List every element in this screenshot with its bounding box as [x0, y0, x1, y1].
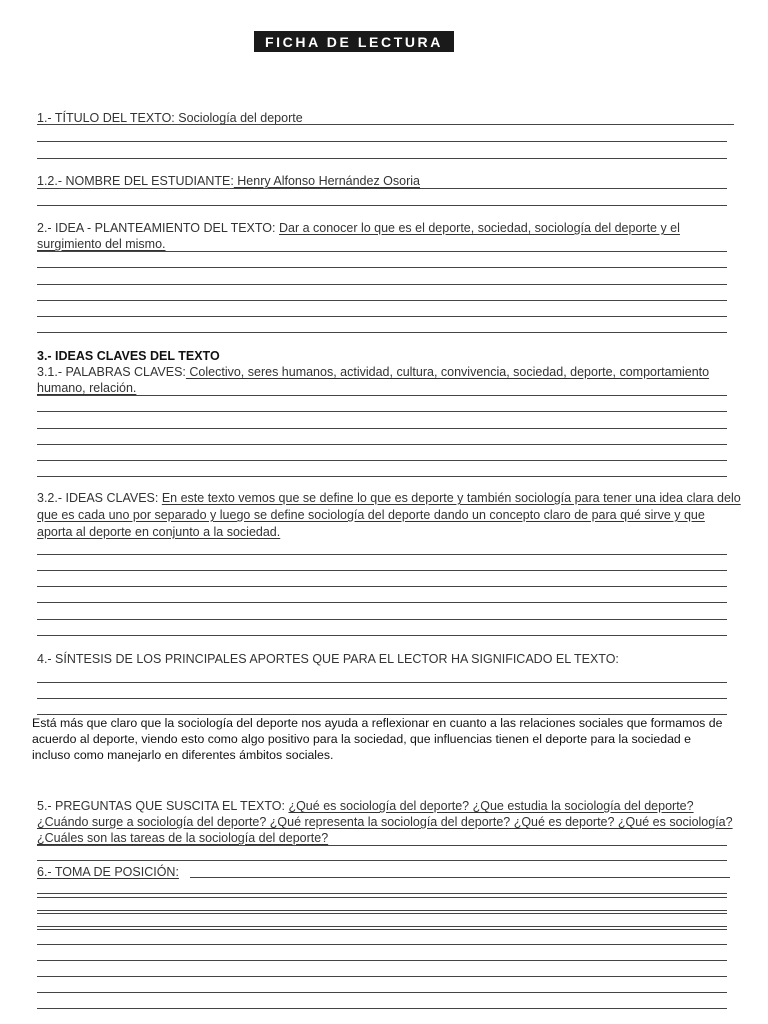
answer-line	[37, 158, 727, 159]
answer-line	[37, 944, 727, 945]
field-sintesis-body: Está más que claro que la sociología del deporte nos ayuda a reflexionar en cuanto a las relaciones sociales que formamos de acuerdo al deporte, viendo esto como algo positivo para la sociedad, que influencias tienen el deporte para la sociedad e incluso como manejarlo en diferentes ámbitos sociales.	[32, 716, 723, 762]
field-preguntas	[37, 798, 747, 846]
answer-line	[37, 316, 727, 317]
field-estudiante	[37, 173, 420, 189]
answer-line	[37, 845, 727, 846]
answer-line	[37, 428, 727, 429]
field-titulo-label: 1.- TÍTULO DEL TEXTO:	[37, 111, 175, 125]
answer-line	[190, 877, 730, 878]
answer-line	[37, 893, 727, 894]
field-estudiante-label: 1.2.- NOMBRE DEL ESTUDIANTE:	[37, 174, 234, 188]
answer-line	[37, 929, 727, 930]
answer-line	[37, 976, 727, 977]
answer-line	[37, 124, 734, 125]
answer-line	[37, 913, 727, 914]
field-palabras-claves-value: Colectivo, seres humanos, actividad, cultura, convivencia, sociedad, deporte, comportamiento humano, relación.	[37, 365, 710, 395]
field-preguntas-label: 5.- PREGUNTAS QUE SUSCITA EL TEXTO:	[37, 799, 289, 813]
answer-line	[37, 205, 727, 206]
answer-line	[37, 141, 727, 142]
answer-line	[37, 698, 727, 699]
answer-line	[37, 476, 727, 477]
field-palabras-claves	[37, 364, 742, 396]
field-preguntas-value: ¿Qué es sociología del deporte? ¿Que estudia la sociología del deporte? ¿Cuándo surge a sociología del deporte? ¿Qué representa la sociología del deporte? ¿Qué es deporte? ¿Qué es sociología? ¿Cuáles son las tareas de la sociología del deporte?	[37, 799, 733, 845]
form-title: FICHA DE LECTURA	[254, 31, 454, 52]
field-sintesis-label: 4.- SÍNTESIS DE LOS PRINCIPALES APORTES QUE PARA EL LECTOR HA SIGNIFICADO EL TEXTO:	[37, 652, 619, 666]
answer-line	[37, 251, 727, 252]
answer-line	[37, 926, 727, 927]
answer-line	[37, 619, 727, 620]
answer-line	[37, 284, 727, 285]
answer-line	[37, 554, 727, 555]
answer-line	[37, 188, 727, 189]
answer-line	[37, 444, 727, 445]
answer-line	[37, 570, 727, 571]
field-ideas-claves	[37, 490, 742, 541]
field-idea-value: Dar a conocer lo que es el deporte, sociedad, sociología del deporte y el surgimiento del mismo.	[37, 221, 680, 251]
answer-line	[37, 411, 727, 412]
field-palabras-claves-label: 3.1.- PALABRAS CLAVES:	[37, 365, 186, 379]
field-ideas-claves-value: En este texto vemos que se define lo que es deporte y también sociología para tener una idea clara delo que es cada uno por separado y luego se define sociología del deporte dando un concepto claro de para qué sirve y que aporta al deporte en conjunto a la sociedad.	[37, 491, 741, 539]
field-idea	[37, 220, 737, 252]
answer-line	[37, 395, 727, 396]
answer-line	[37, 897, 727, 898]
answer-line	[37, 460, 727, 461]
answer-line	[37, 602, 727, 603]
field-ideas-claves-label: 3.2.- IDEAS CLAVES:	[37, 491, 162, 505]
answer-line	[37, 1008, 727, 1009]
answer-line	[37, 682, 727, 683]
answer-line	[37, 992, 727, 993]
field-estudiante-value: Henry Alfonso Hernández Osoria	[233, 174, 421, 188]
section-heading-ideas-claves: 3.- IDEAS CLAVES DEL TEXTO	[37, 349, 220, 363]
field-idea-label: 2.- IDEA - PLANTEAMIENTO DEL TEXTO:	[37, 221, 279, 235]
answer-line	[37, 300, 727, 301]
answer-line	[37, 635, 727, 636]
field-toma-posicion-label: 6.- TOMA DE POSICIÓN:	[37, 865, 179, 879]
answer-line	[37, 267, 727, 268]
answer-line	[37, 586, 727, 587]
answer-line	[37, 860, 727, 861]
field-titulo-value: Sociología del deporte	[174, 111, 303, 125]
answer-line	[37, 910, 727, 911]
answer-line	[37, 960, 727, 961]
answer-line	[37, 332, 727, 333]
